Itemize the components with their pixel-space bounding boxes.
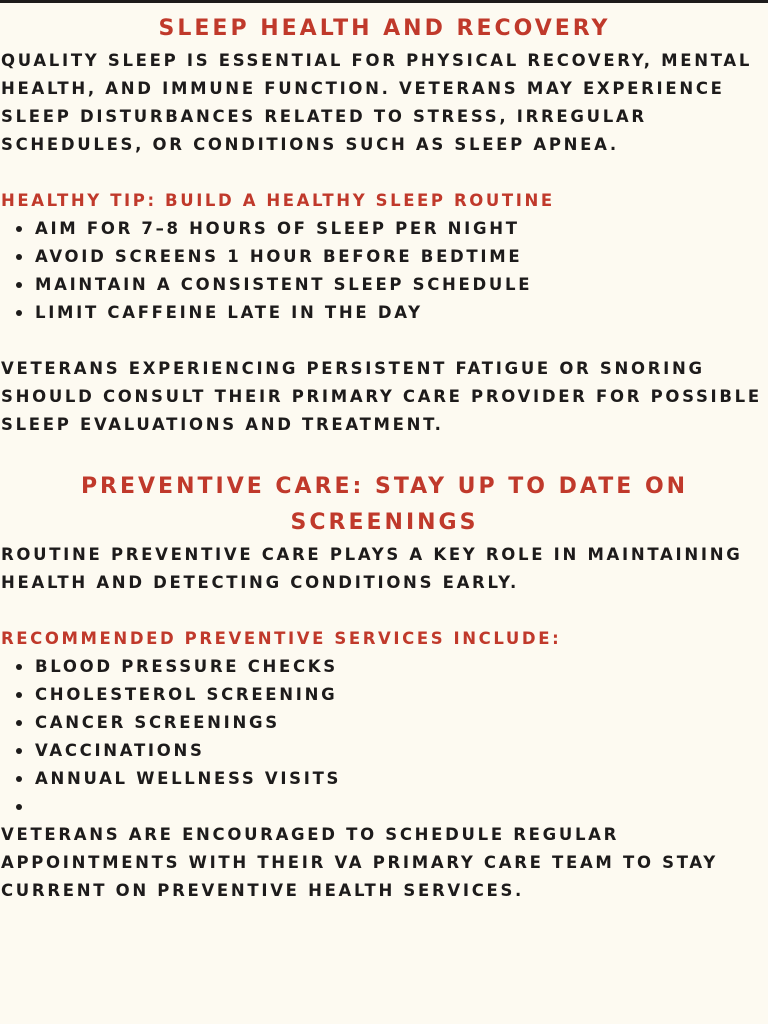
- list-item: [15, 681, 768, 709]
- sleep-section: [1, 11, 768, 439]
- list-item-text: CANCER SCREENINGS: [35, 713, 280, 732]
- preventive-services-heading: RECOMMENDED PREVENTIVE SERVICES INCLUDE:: [1, 629, 562, 648]
- preventive-section-title: PREVENTIVE CARE: STAY UP TO DATE ON SCREENINGS: [80, 474, 689, 535]
- list-item: [15, 215, 768, 243]
- preventive-services-list: [1, 653, 768, 821]
- bullet-icon: [16, 310, 22, 316]
- sleep-tip-heading: HEALTHY TIP: BUILD A HEALTHY SLEEP ROUTINE: [1, 191, 555, 210]
- list-item: [15, 793, 768, 821]
- sleep-section-title: SLEEP HEALTH AND RECOVERY: [158, 16, 611, 41]
- bullet-icon: [16, 254, 22, 260]
- bullet-icon: [16, 776, 22, 782]
- sleep-intro-paragraph: QUALITY SLEEP IS ESSENTIAL FOR PHYSICAL RECOVERY, MENTAL HEALTH, AND IMMUNE FUNCTION. VETERANS MAY EXPERIENCE SLEEP DISTURBANCES RELATED TO STRESS, IRREGULAR SCHEDULES, OR CONDITIONS SUCH AS SLEEP APNEA.: [1, 51, 753, 154]
- list-item: [15, 243, 768, 271]
- bullet-icon: [16, 720, 22, 726]
- list-item-text: ANNUAL WELLNESS VISITS: [35, 769, 342, 788]
- list-item-text: CHOLESTEROL SCREENING: [35, 685, 338, 704]
- preventive-closing-paragraph: VETERANS ARE ENCOURAGED TO SCHEDULE REGULAR APPOINTMENTS WITH THEIR VA PRIMARY CARE TEAM TO STAY CURRENT ON PREVENTIVE HEALTH SERVICES.: [1, 825, 718, 900]
- list-item: [15, 737, 768, 765]
- preventive-section: [1, 469, 768, 905]
- list-item: [15, 765, 768, 793]
- bullet-icon: [16, 692, 22, 698]
- sleep-tips-list: [1, 215, 768, 327]
- bullet-icon: [16, 226, 22, 232]
- list-item-text: MAINTAIN A CONSISTENT SLEEP SCHEDULE: [35, 275, 533, 294]
- list-item-text: LIMIT CAFFEINE LATE IN THE DAY: [35, 303, 423, 322]
- list-item-text: BLOOD PRESSURE CHECKS: [35, 657, 338, 676]
- bullet-icon: [16, 282, 22, 288]
- list-item: [15, 299, 768, 327]
- preventive-intro-paragraph: ROUTINE PREVENTIVE CARE PLAYS A KEY ROLE IN MAINTAINING HEALTH AND DETECTING CONDITIONS EARLY.: [1, 545, 743, 592]
- list-item: [15, 271, 768, 299]
- bullet-icon: [16, 664, 22, 670]
- sleep-closing-paragraph: VETERANS EXPERIENCING PERSISTENT FATIGUE OR SNORING SHOULD CONSULT THEIR PRIMARY CARE PROVIDER FOR POSSIBLE SLEEP EVALUATIONS AND TREATMENT.: [1, 359, 762, 434]
- list-item-text: AVOID SCREENS 1 HOUR BEFORE BEDTIME: [35, 247, 523, 266]
- list-item-text: AIM FOR 7–8 HOURS OF SLEEP PER NIGHT: [35, 219, 520, 238]
- bullet-icon: [16, 748, 22, 754]
- bullet-icon: [16, 804, 22, 810]
- list-item-text: VACCINATIONS: [35, 741, 205, 760]
- list-item: [15, 653, 768, 681]
- list-item: [15, 709, 768, 737]
